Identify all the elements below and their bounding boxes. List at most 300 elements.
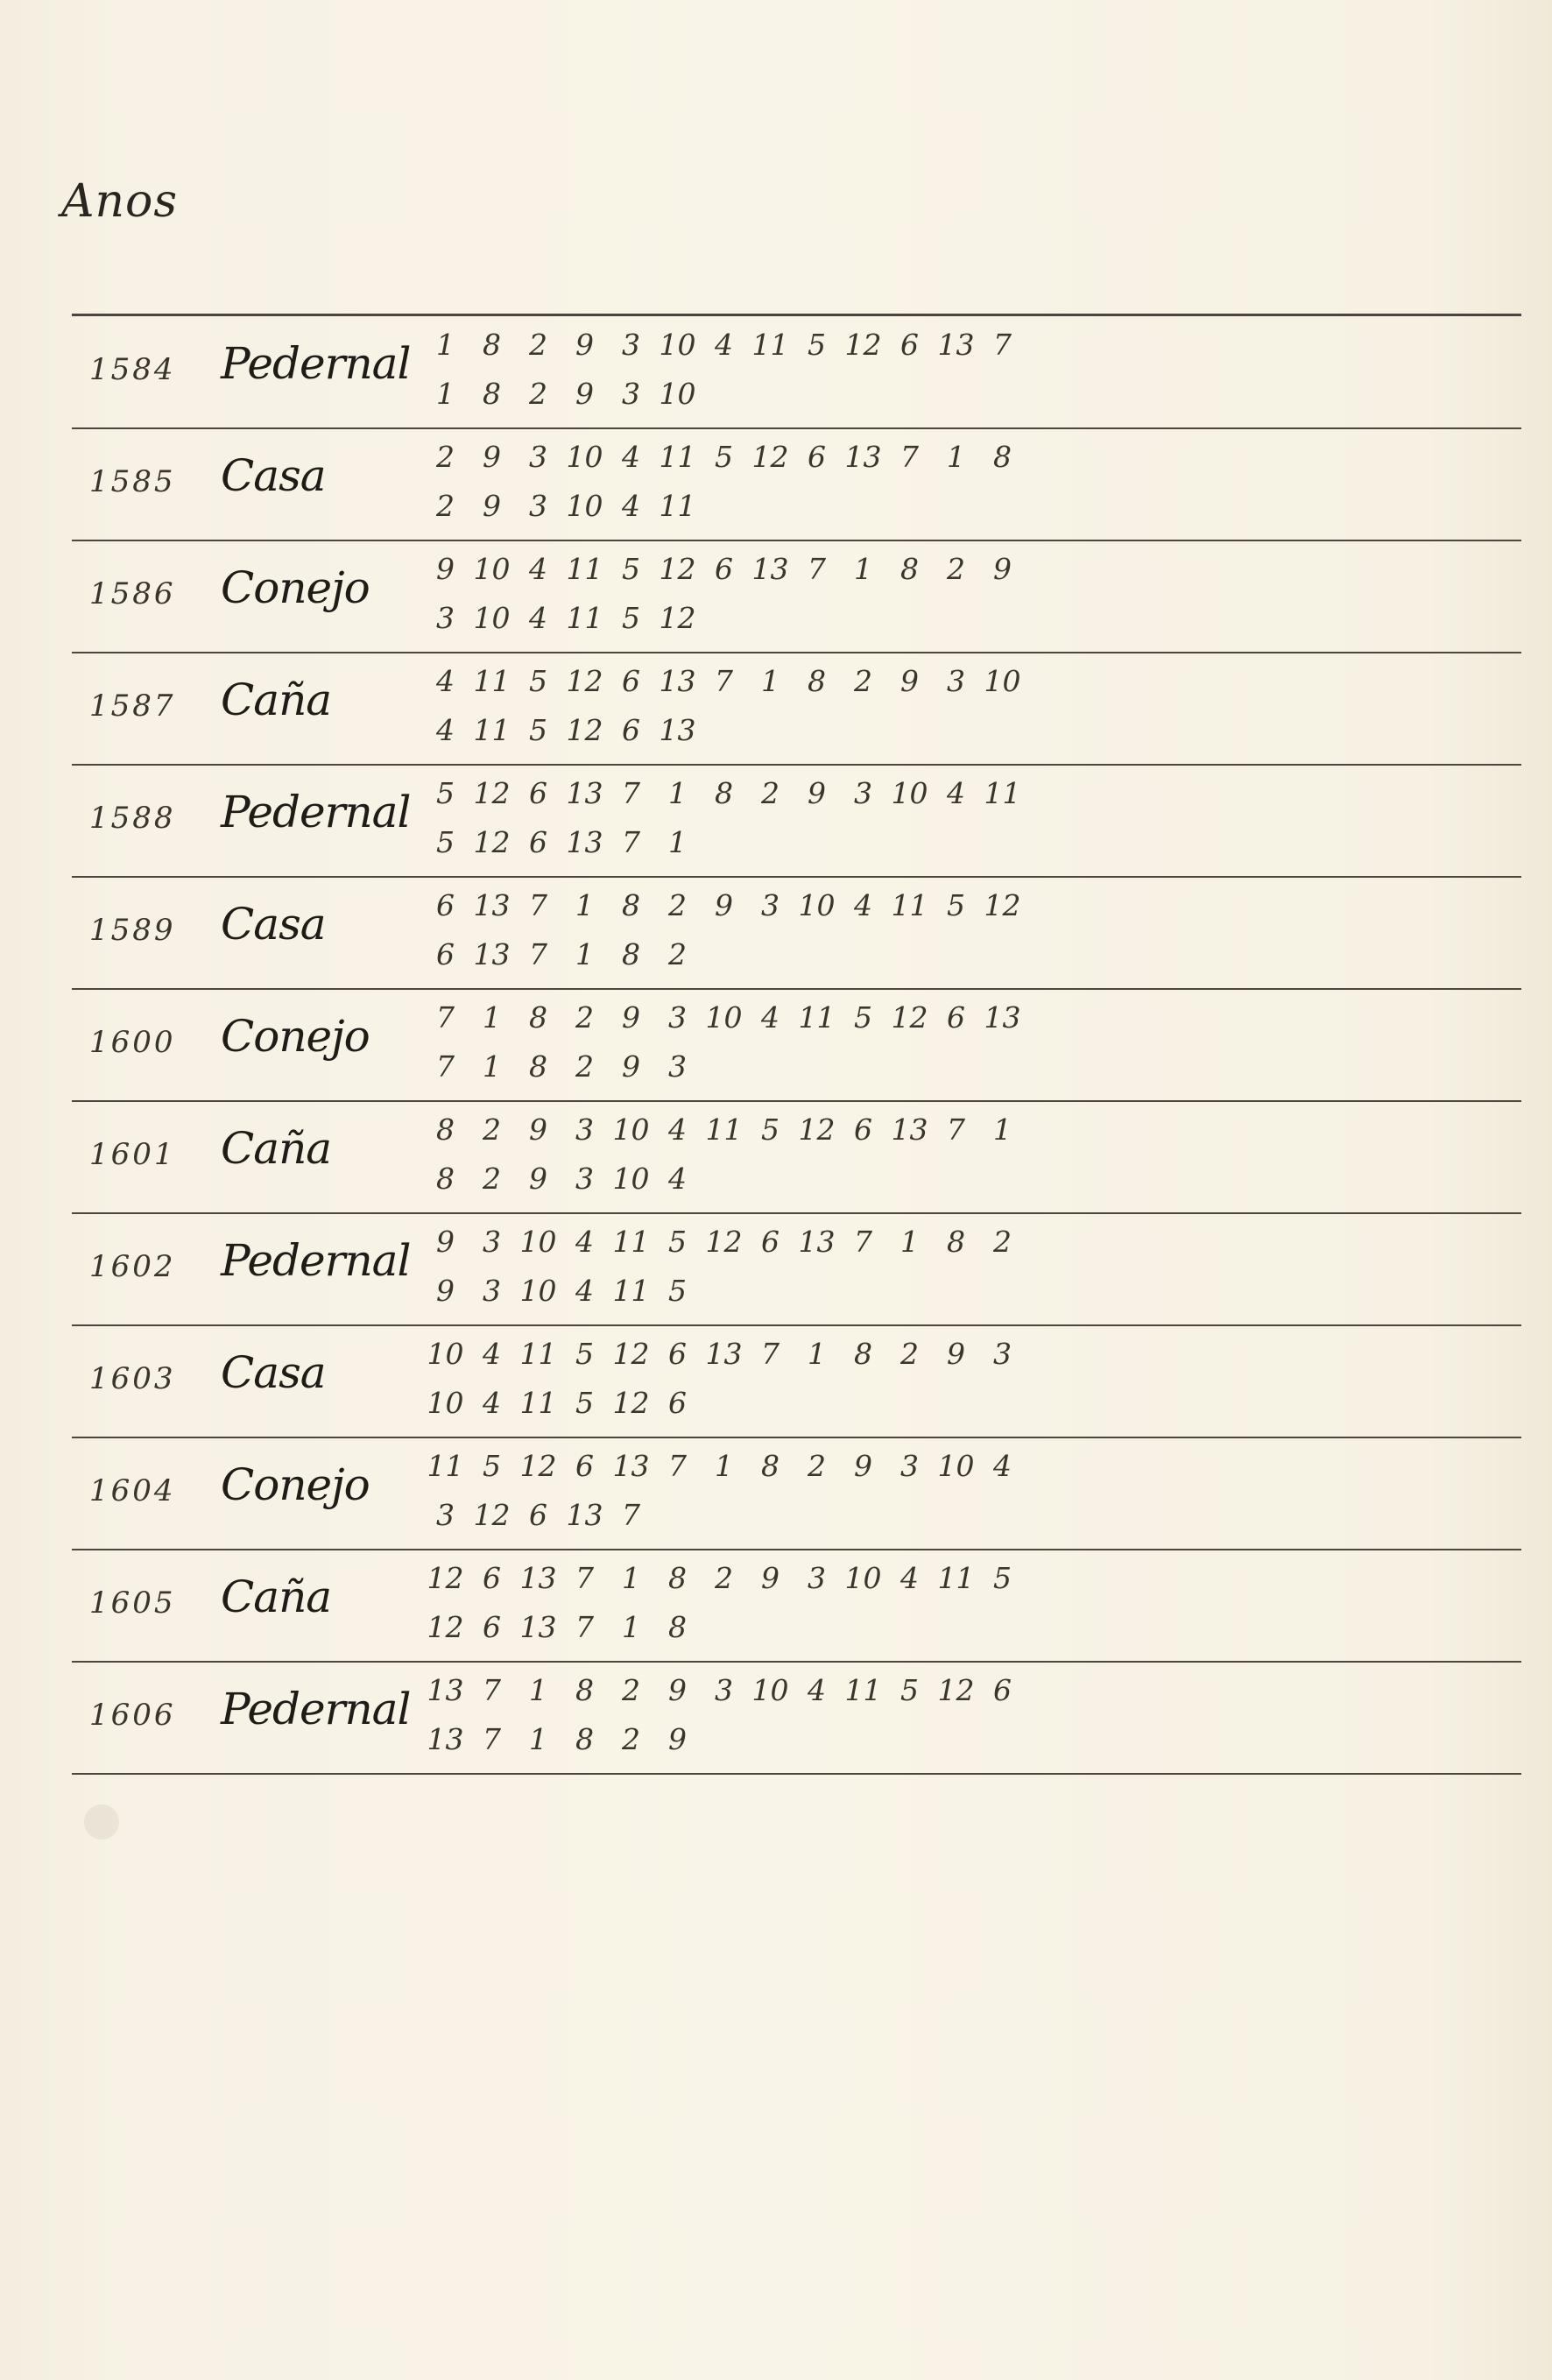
day-number: 12	[751, 440, 789, 474]
day-number: 3	[483, 1274, 501, 1308]
number-series-primary	[422, 1449, 1473, 1483]
day-number: 13	[844, 440, 882, 474]
paper-stain	[84, 1804, 119, 1840]
day-number: 1	[483, 1049, 501, 1084]
day-number: 1	[900, 1225, 919, 1259]
day-number: 8	[715, 776, 733, 810]
day-number: 8	[575, 1722, 594, 1756]
day-number: 8	[761, 1449, 780, 1483]
calendar-table	[72, 317, 1521, 1775]
day-number: 10	[659, 377, 696, 411]
day-number: 10	[473, 601, 511, 635]
day-number: 9	[436, 1274, 455, 1308]
year-label: 1600	[89, 1025, 176, 1060]
day-number: 5	[761, 1112, 780, 1147]
day-number: 8	[622, 888, 640, 922]
day-number: 2	[808, 1449, 826, 1483]
year-sign: Conejo	[221, 1011, 370, 1062]
day-number: 10	[566, 440, 603, 474]
day-number: 10	[427, 1337, 464, 1371]
day-number: 13	[705, 1337, 743, 1371]
number-series-secondary	[422, 825, 1473, 859]
day-number: 3	[483, 1225, 501, 1259]
number-series-primary	[422, 1000, 1473, 1035]
day-number: 11	[798, 1000, 836, 1035]
day-number: 12	[473, 825, 511, 859]
day-number: 5	[575, 1337, 594, 1371]
day-number: 3	[761, 888, 780, 922]
day-number: 3	[575, 1112, 594, 1147]
number-series-primary	[422, 1673, 1473, 1707]
day-number: 12	[984, 888, 1021, 922]
day-number: 6	[900, 328, 919, 362]
day-number: 6	[529, 1498, 547, 1532]
day-number: 2	[436, 489, 455, 523]
day-number: 7	[575, 1561, 594, 1595]
day-number: 12	[427, 1610, 464, 1644]
day-number: 4	[483, 1386, 501, 1420]
day-number: 2	[622, 1722, 640, 1756]
table-row	[72, 1214, 1521, 1326]
table-row	[72, 429, 1521, 541]
day-number: 5	[993, 1561, 1012, 1595]
table-row	[72, 317, 1521, 429]
day-number: 12	[659, 552, 696, 586]
year-sign: Casa	[221, 1347, 326, 1398]
day-number: 7	[622, 776, 640, 810]
day-number: 11	[566, 552, 603, 586]
day-number: 7	[483, 1722, 501, 1756]
day-number: 13	[891, 1112, 928, 1147]
day-number: 12	[659, 601, 696, 635]
number-series-secondary	[422, 937, 1473, 971]
day-number: 11	[473, 664, 511, 698]
day-number: 7	[436, 1049, 455, 1084]
day-number: 5	[529, 713, 547, 747]
day-number: 10	[519, 1274, 557, 1308]
day-number: 6	[529, 825, 547, 859]
day-number: 10	[798, 888, 836, 922]
number-series-primary	[422, 776, 1473, 810]
number-series-secondary	[422, 1049, 1473, 1084]
day-number: 11	[659, 440, 696, 474]
number-series-secondary	[422, 1498, 1473, 1532]
table-row	[72, 1550, 1521, 1663]
number-series-primary	[422, 888, 1473, 922]
day-number: 11	[473, 713, 511, 747]
year-sign: Conejo	[221, 1459, 370, 1510]
day-number: 3	[854, 776, 872, 810]
day-number: 11	[659, 489, 696, 523]
day-number: 2	[483, 1112, 501, 1147]
top-rule	[72, 314, 1521, 316]
day-number: 6	[761, 1225, 780, 1259]
day-number: 13	[566, 825, 603, 859]
day-number: 9	[575, 377, 594, 411]
number-series-primary	[422, 440, 1473, 474]
day-number: 4	[529, 601, 547, 635]
day-number: 7	[529, 937, 547, 971]
day-number: 2	[668, 888, 687, 922]
table-row	[72, 1663, 1521, 1775]
day-number: 1	[575, 937, 594, 971]
day-number: 9	[993, 552, 1012, 586]
day-number: 4	[854, 888, 872, 922]
day-number: 10	[844, 1561, 882, 1595]
day-number: 12	[937, 1673, 975, 1707]
day-number: 2	[436, 440, 455, 474]
day-number: 12	[473, 776, 511, 810]
day-number: 4	[575, 1225, 594, 1259]
day-number: 12	[473, 1498, 511, 1532]
year-label: 1585	[89, 464, 176, 499]
day-number: 12	[705, 1225, 743, 1259]
day-number: 3	[993, 1337, 1012, 1371]
day-number: 4	[715, 328, 733, 362]
day-number: 11	[751, 328, 789, 362]
day-number: 4	[947, 776, 965, 810]
day-number: 1	[761, 664, 780, 698]
number-series-primary	[422, 328, 1473, 362]
day-number: 4	[808, 1673, 826, 1707]
day-number: 2	[761, 776, 780, 810]
day-number: 4	[622, 440, 640, 474]
day-number: 7	[622, 825, 640, 859]
day-number: 1	[575, 888, 594, 922]
day-number: 7	[993, 328, 1012, 362]
year-label: 1603	[89, 1361, 176, 1396]
day-number: 13	[612, 1449, 650, 1483]
day-number: 2	[529, 377, 547, 411]
year-sign: Casa	[221, 899, 326, 950]
day-number: 3	[622, 328, 640, 362]
day-number: 4	[668, 1162, 687, 1196]
number-series-primary	[422, 1225, 1473, 1259]
day-number: 8	[622, 937, 640, 971]
day-number: 2	[854, 664, 872, 698]
day-number: 4	[761, 1000, 780, 1035]
day-number: 1	[715, 1449, 733, 1483]
day-number: 11	[844, 1673, 882, 1707]
number-series-secondary	[422, 1610, 1473, 1644]
day-number: 10	[519, 1225, 557, 1259]
day-number: 8	[854, 1337, 872, 1371]
number-series-primary	[422, 1337, 1473, 1371]
number-series-secondary	[422, 601, 1473, 635]
year-sign: Pedernal	[221, 1235, 411, 1286]
day-number: 13	[937, 328, 975, 362]
day-number: 2	[715, 1561, 733, 1595]
day-number: 3	[529, 489, 547, 523]
day-number: 10	[937, 1449, 975, 1483]
day-number: 6	[668, 1337, 687, 1371]
day-number: 8	[575, 1673, 594, 1707]
day-number: 10	[705, 1000, 743, 1035]
day-number: 1	[668, 776, 687, 810]
day-number: 12	[566, 664, 603, 698]
day-number: 9	[436, 1225, 455, 1259]
day-number: 12	[844, 328, 882, 362]
day-number: 7	[761, 1337, 780, 1371]
day-number: 5	[575, 1386, 594, 1420]
day-number: 13	[473, 937, 511, 971]
day-number: 13	[427, 1722, 464, 1756]
day-number: 10	[984, 664, 1021, 698]
year-sign: Conejo	[221, 562, 370, 613]
day-number: 5	[436, 825, 455, 859]
day-number: 9	[854, 1449, 872, 1483]
year-label: 1586	[89, 576, 176, 611]
day-number: 11	[612, 1274, 650, 1308]
day-number: 6	[715, 552, 733, 586]
day-number: 8	[668, 1561, 687, 1595]
day-number: 9	[668, 1722, 687, 1756]
day-number: 8	[668, 1610, 687, 1644]
day-number: 9	[529, 1112, 547, 1147]
year-sign: Caña	[221, 674, 332, 725]
day-number: 7	[436, 1000, 455, 1035]
day-number: 13	[473, 888, 511, 922]
day-number: 8	[436, 1162, 455, 1196]
day-number: 5	[529, 664, 547, 698]
day-number: 10	[612, 1162, 650, 1196]
day-number: 9	[575, 328, 594, 362]
day-number: 6	[483, 1610, 501, 1644]
day-number: 12	[798, 1112, 836, 1147]
day-number: 9	[761, 1561, 780, 1595]
day-number: 5	[483, 1449, 501, 1483]
day-number: 3	[900, 1449, 919, 1483]
day-number: 1	[668, 825, 687, 859]
day-number: 1	[436, 328, 455, 362]
number-series-primary	[422, 664, 1473, 698]
day-number: 6	[993, 1673, 1012, 1707]
day-number: 13	[659, 713, 696, 747]
day-number: 3	[808, 1561, 826, 1595]
day-number: 11	[566, 601, 603, 635]
day-number: 7	[622, 1498, 640, 1532]
day-number: 6	[436, 937, 455, 971]
day-number: 6	[622, 664, 640, 698]
day-number: 9	[529, 1162, 547, 1196]
day-number: 8	[529, 1000, 547, 1035]
day-number: 5	[854, 1000, 872, 1035]
day-number: 10	[659, 328, 696, 362]
number-series-primary	[422, 1561, 1473, 1595]
day-number: 7	[529, 888, 547, 922]
day-number: 6	[622, 713, 640, 747]
year-label: 1601	[89, 1137, 176, 1172]
day-number: 11	[519, 1386, 557, 1420]
table-row	[72, 1102, 1521, 1214]
day-number: 8	[483, 328, 501, 362]
day-number: 1	[854, 552, 872, 586]
day-number: 10	[891, 776, 928, 810]
day-number: 13	[751, 552, 789, 586]
day-number: 12	[566, 713, 603, 747]
day-number: 7	[947, 1112, 965, 1147]
day-number: 8	[529, 1049, 547, 1084]
table-row	[72, 766, 1521, 878]
day-number: 10	[612, 1112, 650, 1147]
day-number: 8	[900, 552, 919, 586]
year-sign: Pedernal	[221, 1684, 411, 1734]
day-number: 6	[854, 1112, 872, 1147]
day-number: 7	[900, 440, 919, 474]
table-row	[72, 990, 1521, 1102]
day-number: 8	[483, 377, 501, 411]
day-number: 2	[529, 328, 547, 362]
year-label: 1588	[89, 801, 176, 836]
day-number: 3	[436, 1498, 455, 1532]
day-number: 10	[473, 552, 511, 586]
day-number: 8	[436, 1112, 455, 1147]
day-number: 7	[575, 1610, 594, 1644]
day-number: 6	[483, 1561, 501, 1595]
day-number: 2	[947, 552, 965, 586]
day-number: 1	[993, 1112, 1012, 1147]
day-number: 9	[668, 1673, 687, 1707]
day-number: 5	[622, 552, 640, 586]
number-series-secondary	[422, 1274, 1473, 1308]
table-row	[72, 541, 1521, 653]
table-row	[72, 1438, 1521, 1550]
day-number: 3	[529, 440, 547, 474]
day-number: 6	[668, 1386, 687, 1420]
day-number: 4	[668, 1112, 687, 1147]
day-number: 6	[436, 888, 455, 922]
day-number: 7	[483, 1673, 501, 1707]
year-label: 1602	[89, 1249, 176, 1284]
table-row	[72, 653, 1521, 766]
day-number: 9	[900, 664, 919, 698]
day-number: 12	[612, 1337, 650, 1371]
day-number: 2	[900, 1337, 919, 1371]
table-row	[72, 1326, 1521, 1438]
day-number: 1	[529, 1673, 547, 1707]
table-row	[72, 878, 1521, 990]
day-number: 6	[947, 1000, 965, 1035]
day-number: 1	[436, 377, 455, 411]
day-number: 2	[993, 1225, 1012, 1259]
year-label: 1589	[89, 913, 176, 948]
number-series-secondary	[422, 377, 1473, 411]
day-number: 2	[575, 1049, 594, 1084]
page-heading: Anos	[61, 175, 179, 228]
day-number: 13	[519, 1561, 557, 1595]
day-number: 9	[622, 1049, 640, 1084]
day-number: 7	[854, 1225, 872, 1259]
day-number: 9	[483, 440, 501, 474]
day-number: 9	[715, 888, 733, 922]
day-number: 6	[808, 440, 826, 474]
day-number: 1	[947, 440, 965, 474]
day-number: 5	[622, 601, 640, 635]
day-number: 4	[483, 1337, 501, 1371]
number-series-primary	[422, 552, 1473, 586]
year-label: 1604	[89, 1473, 176, 1508]
day-number: 1	[622, 1610, 640, 1644]
day-number: 10	[751, 1673, 789, 1707]
year-label: 1605	[89, 1585, 176, 1621]
day-number: 3	[668, 1000, 687, 1035]
day-number: 1	[529, 1722, 547, 1756]
day-number: 8	[993, 440, 1012, 474]
day-number: 13	[798, 1225, 836, 1259]
day-number: 4	[575, 1274, 594, 1308]
day-number: 10	[566, 489, 603, 523]
day-number: 6	[529, 776, 547, 810]
day-number: 11	[427, 1449, 464, 1483]
number-series-primary	[422, 1112, 1473, 1147]
day-number: 2	[622, 1673, 640, 1707]
year-sign: Pedernal	[221, 787, 411, 837]
day-number: 5	[436, 776, 455, 810]
day-number: 1	[483, 1000, 501, 1035]
day-number: 9	[436, 552, 455, 586]
year-label: 1587	[89, 689, 176, 724]
day-number: 13	[519, 1610, 557, 1644]
year-label: 1584	[89, 352, 176, 387]
day-number: 3	[715, 1673, 733, 1707]
day-number: 7	[808, 552, 826, 586]
day-number: 2	[575, 1000, 594, 1035]
day-number: 4	[436, 713, 455, 747]
day-number: 1	[808, 1337, 826, 1371]
number-series-secondary	[422, 1722, 1473, 1756]
day-number: 13	[659, 664, 696, 698]
day-number: 9	[483, 489, 501, 523]
day-number: 5	[668, 1225, 687, 1259]
day-number: 8	[947, 1225, 965, 1259]
day-number: 4	[436, 664, 455, 698]
day-number: 9	[808, 776, 826, 810]
day-number: 2	[668, 937, 687, 971]
day-number: 12	[612, 1386, 650, 1420]
day-number: 5	[900, 1673, 919, 1707]
day-number: 5	[715, 440, 733, 474]
day-number: 13	[427, 1673, 464, 1707]
day-number: 11	[519, 1337, 557, 1371]
day-number: 2	[483, 1162, 501, 1196]
day-number: 4	[622, 489, 640, 523]
day-number: 3	[947, 664, 965, 698]
year-label: 1606	[89, 1698, 176, 1733]
day-number: 5	[668, 1274, 687, 1308]
day-number: 5	[947, 888, 965, 922]
number-series-secondary	[422, 489, 1473, 523]
year-sign: Caña	[221, 1571, 332, 1622]
year-sign: Caña	[221, 1123, 332, 1174]
day-number: 13	[984, 1000, 1021, 1035]
year-sign: Casa	[221, 450, 326, 501]
day-number: 12	[427, 1561, 464, 1595]
number-series-secondary	[422, 1162, 1473, 1196]
day-number: 3	[575, 1162, 594, 1196]
day-number: 9	[622, 1000, 640, 1035]
day-number: 11	[705, 1112, 743, 1147]
day-number: 7	[715, 664, 733, 698]
day-number: 11	[984, 776, 1021, 810]
day-number: 8	[808, 664, 826, 698]
day-number: 6	[575, 1449, 594, 1483]
day-number: 7	[668, 1449, 687, 1483]
day-number: 11	[612, 1225, 650, 1259]
day-number: 11	[891, 888, 928, 922]
number-series-secondary	[422, 1386, 1473, 1420]
day-number: 1	[622, 1561, 640, 1595]
year-sign: Pedernal	[221, 338, 411, 389]
